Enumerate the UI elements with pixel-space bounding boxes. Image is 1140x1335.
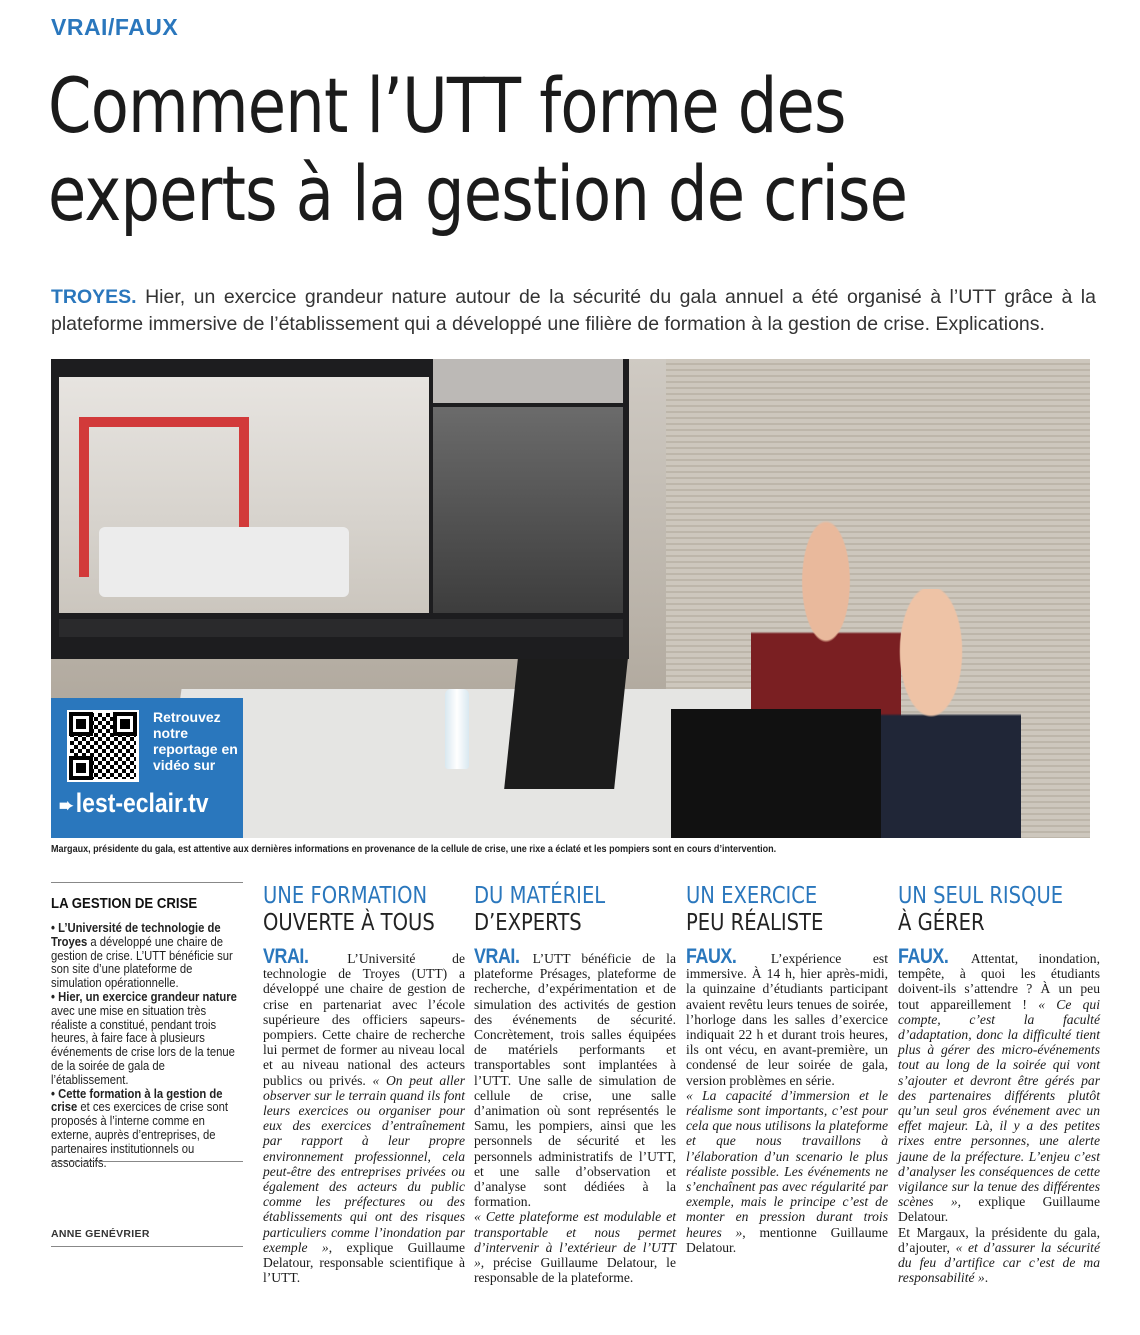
sidebar-title: LA GESTION DE CRISE xyxy=(51,895,198,912)
laptop xyxy=(504,659,628,789)
video-feed-side xyxy=(433,407,623,613)
monitor-screen xyxy=(51,359,629,659)
video-feed-main xyxy=(59,377,429,613)
headline-line-2: experts à la gestion de crise xyxy=(48,149,908,238)
sidebar-item: • L’Université de technologie de Troyes a développé une chaire de gestion de crise. L’UTT bénéficie sur son site d’une plateforme de simulation opérationnelle. xyxy=(51,921,233,991)
video-promo[interactable] xyxy=(51,698,243,838)
column-heading: UN EXERCICE PEU RÉALISTE xyxy=(686,883,824,936)
column-body: FAUX. L’expérience est immersive. À 14 h, hier après-midi, la quinzaine d’étudiants participant avaient revêtu leurs tenues de soirée, l’horloge dans les salles d’exercice indiquait 22 h et durant trois heures, ils ont vécu, en avant-première, un condensé de leur soirée de gala, version problèmes en série. « La capacité d’immersion et le réalisme sont importants, c’est pour cela que nous utilisons la plateforme et que nous travaillons à l’élaboration d’un scenario le plus réaliste possible. Les événements ne s’enchaînent pas avec régularité par exemple, mais le principe c’est de monter en pression durant trois heures », mentionne Guillaume Delatour. xyxy=(686,945,888,1255)
headline-line-1: Comment l’UTT forme des xyxy=(48,61,846,150)
sidebar-item: • Hier, un exercice grandeur nature avec une mise en situation très réaliste a constitué, pendant trois heures, à faire face à plusieurs événements de crise lors de la tenue de la soirée de gala de l’établissement. xyxy=(51,989,237,1087)
column-heading: DU MATÉRIEL D’EXPERTS xyxy=(474,883,606,936)
column-heading: UN SEUL RISQUE À GÉRER xyxy=(898,883,1064,936)
laptop xyxy=(671,709,881,838)
section-kicker: VRAI/FAUX xyxy=(51,14,179,40)
site-logo[interactable]: ➨lest-eclair.tv xyxy=(59,788,209,818)
column-body: FAUX. Attentat, inondation, tempête, à quoi les étudiants doivent-ils s’attendre ? À un peu tout appareillement ! « Ce qui compte, c’est la faculté d’adaptation, donc la difficulté tient plus à gérer des micro-événements tout au long de la soirée qui vont s’ajouter et devront être gérés par des partenaires différents plutôt qu’un seul gros événement avec un effet majeur. Là, il y a des petites rixes entre personnes, une alerte jaune de la préfecture. L’enjeu c’est d’analyser les conséquences de cette vigilance sur la tenue des différentes scènes », explique Guillaume Delatour. Et Margaux, la présidente du gala, d’ajouter, « et d’assurer la sécurité du feu d’artifice car c’est de ma responsabilité ». xyxy=(898,945,1100,1286)
qr-code-icon[interactable] xyxy=(67,710,139,782)
verdict-label: FAUX. xyxy=(686,945,737,968)
lead-paragraph xyxy=(51,284,1096,338)
column-heading: UNE FORMATION OUVERTE À TOUS xyxy=(263,883,435,936)
photo-caption: Margaux, présidente du gala, est attentive aux dernières informations en provenance de la cellule de crise, une rixe a éclaté et les pompiers sont en cours d’intervention. xyxy=(51,843,777,855)
play-arrow-icon: ➨ xyxy=(59,795,74,817)
column-body: VRAI. L’Université de technologie de Troyes (UTT) a développé une chaire de gestion de crise en partenariat avec l’école supérieure des officiers sapeurs-pompiers. Cette chaire de recherche lui permet de former au niveau local et au niveau national des acteurs publics ou privés. « On peut aller observer sur le terrain quand ils font leurs exercices ou organiser pour eux des exercices d’entraînement par rapport à leur propre environnement professionnel, cela peut-être des entreprises privées ou également des acteurs du public comme les préfectures ou des établissements qui ont des risques particuliers comme l’inondation par exemple », explique Guillaume Delatour, responsable scientifique à l’UTT. xyxy=(263,945,465,1286)
author-byline: ANNE GENÉVRIER xyxy=(51,1228,150,1240)
article-column-1 xyxy=(263,883,465,1285)
verdict-label: VRAI. xyxy=(263,945,309,968)
verdict-label: VRAI. xyxy=(474,945,520,968)
column-body: VRAI. L’UTT bénéficie de la plateforme Présages, plateforme de recherche, d’expérimentation et de simulation des activités de gestion des événements de sécurité. Concrètement, trois salles équipées de matériels performants et transportables sont implantées à l’UTT. Une salle de simulation de cellule de crise, une salle d’animation où sont représentés le Samu, les pompiers, ainsi que les personnels de sécurité et les personnels administratifs de l’UTT, et une salle d’observation et d’analyse sont dédiées à la formation. « Cette plateforme est modulable et transportable et nous permet d’intervenir à l’extérieur de l’UTT », précise Guillaume Delatour, le responsable de la plateforme. xyxy=(474,945,676,1286)
dateline: TROYES. xyxy=(51,286,137,308)
article-column-2 xyxy=(474,883,676,1285)
article-column-4 xyxy=(898,883,1100,1285)
sidebar-box xyxy=(51,882,243,1170)
sidebar-item: • Cette formation à la gestion de crise et ces exercices de crise sont proposés à l’interne comme en externe, auprès d’entreprises, de partenaires institutionnels ou associatifs. xyxy=(51,1086,228,1170)
headline xyxy=(48,62,1114,238)
article-column-3 xyxy=(686,883,888,1255)
promo-text: Retrouvez notre reportage en vidéo sur xyxy=(153,709,238,773)
verdict-label: FAUX. xyxy=(898,945,949,968)
sidebar-body xyxy=(51,922,240,1170)
lead-text: Hier, un exercice grandeur nature autour de la sécurité du gala annuel a été organisé à l’UTT grâce à la plateforme immersive de l’établissement qui a développé une filière de formation à la gestion de crise. Explications. xyxy=(51,286,1096,335)
water-bottle xyxy=(445,689,469,769)
